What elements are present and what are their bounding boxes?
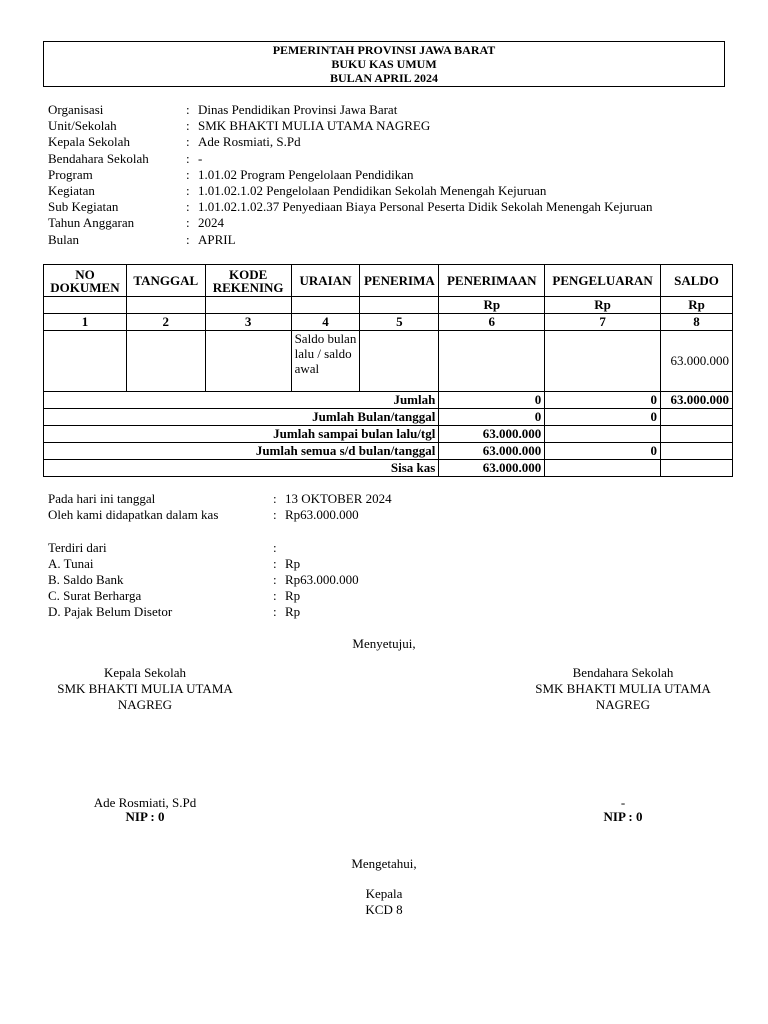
kas-row-tanggal: Pada hari ini tanggal : 13 OKTOBER 2024 bbox=[48, 491, 392, 506]
bulan-pengeluaran: 0 bbox=[545, 409, 661, 426]
jumlah-pengeluaran: 0 bbox=[545, 392, 661, 409]
header-line-3: BULAN APRIL 2024 bbox=[329, 71, 439, 85]
col-pengeluaran: PENGELUARAN bbox=[545, 265, 661, 297]
jumlah-penerimaan: 0 bbox=[439, 392, 545, 409]
right-school-2: NAGREG bbox=[595, 697, 651, 712]
jumlah-label: Jumlah bbox=[44, 392, 439, 409]
kas-summary bbox=[48, 491, 392, 621]
col-penerimaan: PENERIMAAN bbox=[439, 265, 545, 297]
signature-left-name bbox=[40, 796, 250, 824]
sisa-label: Sisa kas bbox=[44, 460, 439, 477]
kas-row-tunai: A. Tunai : Rp bbox=[48, 555, 301, 571]
currency-label: Rp bbox=[545, 297, 661, 314]
info-row-tahun: Tahun Anggaran : 2024 bbox=[48, 215, 224, 231]
info-section bbox=[48, 102, 653, 248]
info-row-unit: Unit/Sekolah : SMK BHAKTI MULIA UTAMA NAGREG bbox=[48, 118, 431, 134]
menyetujui-label: Menyetujui, bbox=[352, 636, 416, 651]
table-row bbox=[44, 331, 733, 392]
kas-row-terdiri: Terdiri dari : bbox=[48, 539, 277, 555]
semua-penerimaan: 63.000.000 bbox=[439, 443, 545, 460]
column-number: 5 bbox=[360, 314, 439, 331]
left-school-1: SMK BHAKTI MULIA UTAMA bbox=[57, 681, 233, 696]
col-kode-rekening: KODE REKENING bbox=[205, 265, 291, 297]
left-name: Ade Rosmiati, S.Pd bbox=[93, 795, 197, 810]
kepala-label: Kepala bbox=[365, 886, 403, 901]
signature-right-name bbox=[518, 796, 728, 824]
info-value: 1.01.02.1.02.37 Penyediaan Biaya Personal Peserta Didik Sekolah Menengah Kejuruan bbox=[198, 199, 653, 215]
lalu-label: Jumlah sampai bulan lalu/tgl bbox=[44, 426, 439, 443]
row-uraian: Saldo bulan lalu / saldo awal bbox=[291, 331, 360, 392]
info-label: Bendahara Sekolah bbox=[48, 150, 149, 166]
info-row-kegiatan: Kegiatan : 1.01.02.1.02 Pengelolaan Pendidikan Sekolah Menengah Kejuruan bbox=[48, 183, 547, 199]
kas-table bbox=[43, 264, 733, 477]
info-row-organisasi: Organisasi : Dinas Pendidikan Provinsi Jawa Barat bbox=[48, 102, 398, 117]
right-title: Bendahara Sekolah bbox=[572, 665, 674, 680]
left-school-2: NAGREG bbox=[117, 697, 173, 712]
column-number: 2 bbox=[126, 314, 205, 331]
jumlah-lalu-row bbox=[44, 426, 733, 443]
col-saldo: SALDO bbox=[661, 265, 733, 297]
jumlah-row bbox=[44, 392, 733, 409]
info-value: APRIL bbox=[198, 231, 236, 247]
header-line-2: BUKU KAS UMUM bbox=[331, 57, 437, 71]
header-line-1: PEMERINTAH PROVINSI JAWA BARAT bbox=[272, 43, 496, 57]
jumlah-semua-row bbox=[44, 443, 733, 460]
info-value: 1.01.02.1.02 Pengelolaan Pendidikan Sekolah Menengah Kejuruan bbox=[198, 183, 547, 199]
info-value: 2024 bbox=[198, 215, 224, 231]
row-saldo: 63.000.000 bbox=[661, 331, 733, 392]
bulan-label: Jumlah Bulan/tanggal bbox=[44, 409, 439, 426]
column-number-row bbox=[44, 314, 733, 331]
info-row-bendahara: Bendahara Sekolah : - bbox=[48, 150, 203, 166]
right-school-1: SMK BHAKTI MULIA UTAMA bbox=[535, 681, 711, 696]
mengetahui-label: Mengetahui, bbox=[351, 856, 417, 871]
info-value: SMK BHAKTI MULIA UTAMA NAGREG bbox=[198, 118, 431, 134]
kas-row-pajak: D. Pajak Belum Disetor : Rp bbox=[48, 604, 301, 620]
info-label: Sub Kegiatan bbox=[48, 199, 119, 215]
info-label: Kepala Sekolah bbox=[48, 134, 130, 150]
kas-row-didapatkan: Oleh kami didapatkan dalam kas : Rp63.000.000 bbox=[48, 507, 359, 523]
table-header-row bbox=[44, 265, 733, 297]
column-number: 3 bbox=[205, 314, 291, 331]
kas-row-bank: B. Saldo Bank : Rp63.000.000 bbox=[48, 572, 359, 587]
bulan-penerimaan: 0 bbox=[439, 409, 545, 426]
info-row-program: Program : 1.01.02 Program Pengelolaan Pendidikan bbox=[48, 166, 414, 182]
document-header bbox=[43, 41, 725, 87]
kcd-label: KCD 8 bbox=[365, 902, 403, 917]
col-no-dokumen: NO DOKUMEN bbox=[44, 265, 127, 297]
info-value: - bbox=[198, 150, 203, 166]
jumlah-saldo: 63.000.000 bbox=[661, 392, 733, 409]
column-number: 6 bbox=[439, 314, 545, 331]
signature-right bbox=[518, 665, 728, 713]
jumlah-bulan-row bbox=[44, 409, 733, 426]
column-number: 4 bbox=[291, 314, 360, 331]
currency-label: Rp bbox=[439, 297, 545, 314]
info-row-sub-kegiatan: Sub Kegiatan : 1.01.02.1.02.37 Penyediaan Biaya Personal Peserta Didik Sekolah Menengah Kejuruan bbox=[48, 199, 653, 215]
currency-label: Rp bbox=[661, 297, 733, 314]
info-label: Bulan bbox=[48, 231, 80, 247]
info-label: Unit/Sekolah bbox=[48, 118, 117, 134]
signature-left bbox=[40, 665, 250, 713]
right-nip: NIP : 0 bbox=[603, 809, 643, 824]
info-value: 1.01.02 Program Pengelolaan Pendidikan bbox=[198, 166, 414, 182]
info-value: Ade Rosmiati, S.Pd bbox=[198, 134, 301, 150]
sisa-kas-row bbox=[44, 460, 733, 477]
currency-row bbox=[44, 297, 733, 314]
col-uraian: URAIAN bbox=[291, 265, 360, 297]
info-row-bulan: Bulan : APRIL bbox=[48, 231, 236, 247]
info-row-kepala: Kepala Sekolah : Ade Rosmiati, S.Pd bbox=[48, 134, 301, 150]
kas-spacer bbox=[48, 523, 392, 539]
right-name: - bbox=[620, 795, 626, 810]
signature-bottom bbox=[284, 886, 484, 918]
left-title: Kepala Sekolah bbox=[104, 665, 186, 680]
semua-pengeluaran: 0 bbox=[545, 443, 661, 460]
column-number: 8 bbox=[661, 314, 733, 331]
sisa-penerimaan: 63.000.000 bbox=[439, 460, 545, 477]
col-tanggal: TANGGAL bbox=[126, 265, 205, 297]
kas-row-surat: C. Surat Berharga : Rp bbox=[48, 588, 301, 604]
semua-label: Jumlah semua s/d bulan/tanggal bbox=[44, 443, 439, 460]
info-label: Program bbox=[48, 166, 93, 182]
info-label: Kegiatan bbox=[48, 183, 95, 199]
column-number: 7 bbox=[545, 314, 661, 331]
column-number: 1 bbox=[44, 314, 127, 331]
left-nip: NIP : 0 bbox=[125, 809, 165, 824]
lalu-penerimaan: 63.000.000 bbox=[439, 426, 545, 443]
info-label: Tahun Anggaran bbox=[48, 215, 135, 231]
col-penerima: PENERIMA bbox=[360, 265, 439, 297]
info-label: Organisasi bbox=[48, 102, 104, 117]
info-value: Dinas Pendidikan Provinsi Jawa Barat bbox=[198, 102, 398, 117]
